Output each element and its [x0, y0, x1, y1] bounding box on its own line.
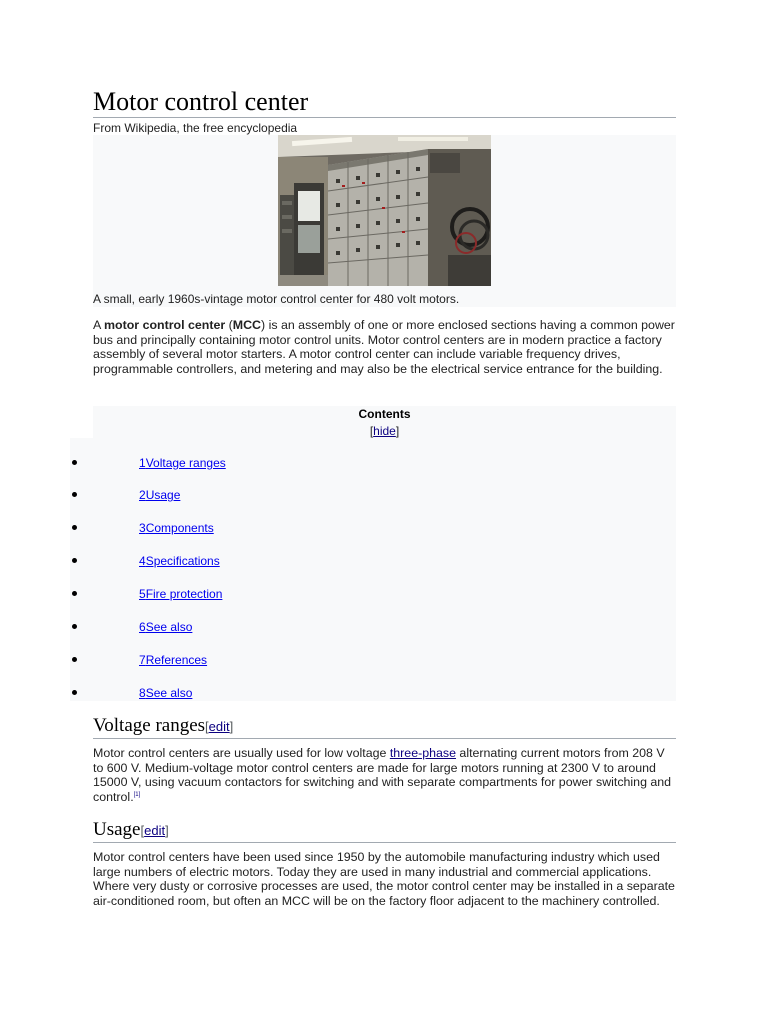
title-divider — [93, 117, 676, 118]
section-heading-voltage-ranges: Voltage ranges[edit] — [93, 715, 234, 736]
edit-link[interactable]: edit — [144, 823, 166, 838]
reference-1[interactable]: [1] — [133, 791, 141, 798]
bullet-icon — [72, 624, 77, 629]
edit-section-voltage: [edit] — [205, 719, 234, 734]
edit-section-usage: [edit] — [140, 823, 169, 838]
page-title: Motor control center — [93, 87, 309, 116]
toc-link-voltage-ranges[interactable]: 1Voltage ranges — [139, 456, 226, 470]
toc-link-fire-protection[interactable]: 5Fire protection — [139, 587, 223, 601]
section-divider — [93, 842, 676, 843]
term-motor-control-center: motor control center — [104, 318, 226, 332]
image-figure — [93, 135, 676, 307]
toc-item — [0, 586, 400, 602]
three-phase-link[interactable]: three-phase — [389, 746, 456, 760]
toc-link-components[interactable]: 3Components — [139, 521, 214, 535]
toc-link-see-also[interactable]: 6See also — [139, 620, 193, 634]
toc-item — [0, 685, 400, 701]
toc-item — [0, 652, 400, 668]
toc-hide-link[interactable]: hide — [373, 424, 396, 438]
voltage-paragraph: Motor control centers are usually used for low voltage three-phase alternating current motors from 208 V to 600 V. Medium-voltage motor control centers are made for large motors running at 2300 V to around 15000 V, using vacuum contactors for switching and with separate compartments for power switching and control.[1] — [93, 746, 672, 804]
toc-link-references[interactable]: 7References — [139, 653, 208, 667]
bullet-icon — [72, 492, 77, 497]
image-caption: A small, early 1960s-vintage motor control center for 480 volt motors. — [93, 292, 460, 306]
bullet-icon — [72, 690, 77, 695]
bullet-icon — [72, 657, 77, 662]
intro-paragraph: A motor control center (MCC) is an assembly of one or more enclosed sections having a common power bus and principally containing motor control units. Motor control centers are in modern practice a factory assembly of several motor starters. A motor control center can include variable frequency drives, programmable controllers, and metering and may also be the electrical service entrance for the building. — [93, 318, 675, 376]
toc-item — [0, 455, 400, 471]
bullet-icon — [72, 558, 77, 563]
section-heading-usage: Usage[edit] — [93, 819, 169, 840]
bullet-icon — [72, 525, 77, 530]
usage-paragraph: Motor control centers have been used since 1950 by the automobile manufacturing industry which used large numbers of electric motors. Today they are used in many industrial and commercial applications. Where very dusty or corrosive processes are used, the motor control center may be installed in a separate air-conditioned room, but often an MCC will be on the factory floor adjacent to the machinery controlled. — [93, 850, 675, 908]
edit-link[interactable]: edit — [208, 719, 230, 734]
section-divider — [93, 738, 676, 739]
photo-of-motor-control-center[interactable] — [278, 135, 491, 286]
toc-item — [0, 487, 400, 503]
toc-link-see-also-2[interactable]: 8See also — [139, 686, 193, 700]
toc-title: Contents — [358, 407, 411, 421]
term-mcc: MCC — [232, 318, 261, 332]
toc-item — [0, 619, 400, 635]
toc-link-specifications[interactable]: 4Specifications — [139, 554, 220, 568]
site-tagline: From Wikipedia, the free encyclopedia — [93, 121, 298, 135]
toc-link-usage[interactable]: 2Usage — [139, 488, 181, 502]
toc-toggle: [hide] — [369, 424, 400, 438]
bullet-icon — [72, 591, 77, 596]
toc-item — [0, 520, 400, 536]
toc-item — [0, 553, 400, 569]
bullet-icon — [72, 460, 77, 465]
